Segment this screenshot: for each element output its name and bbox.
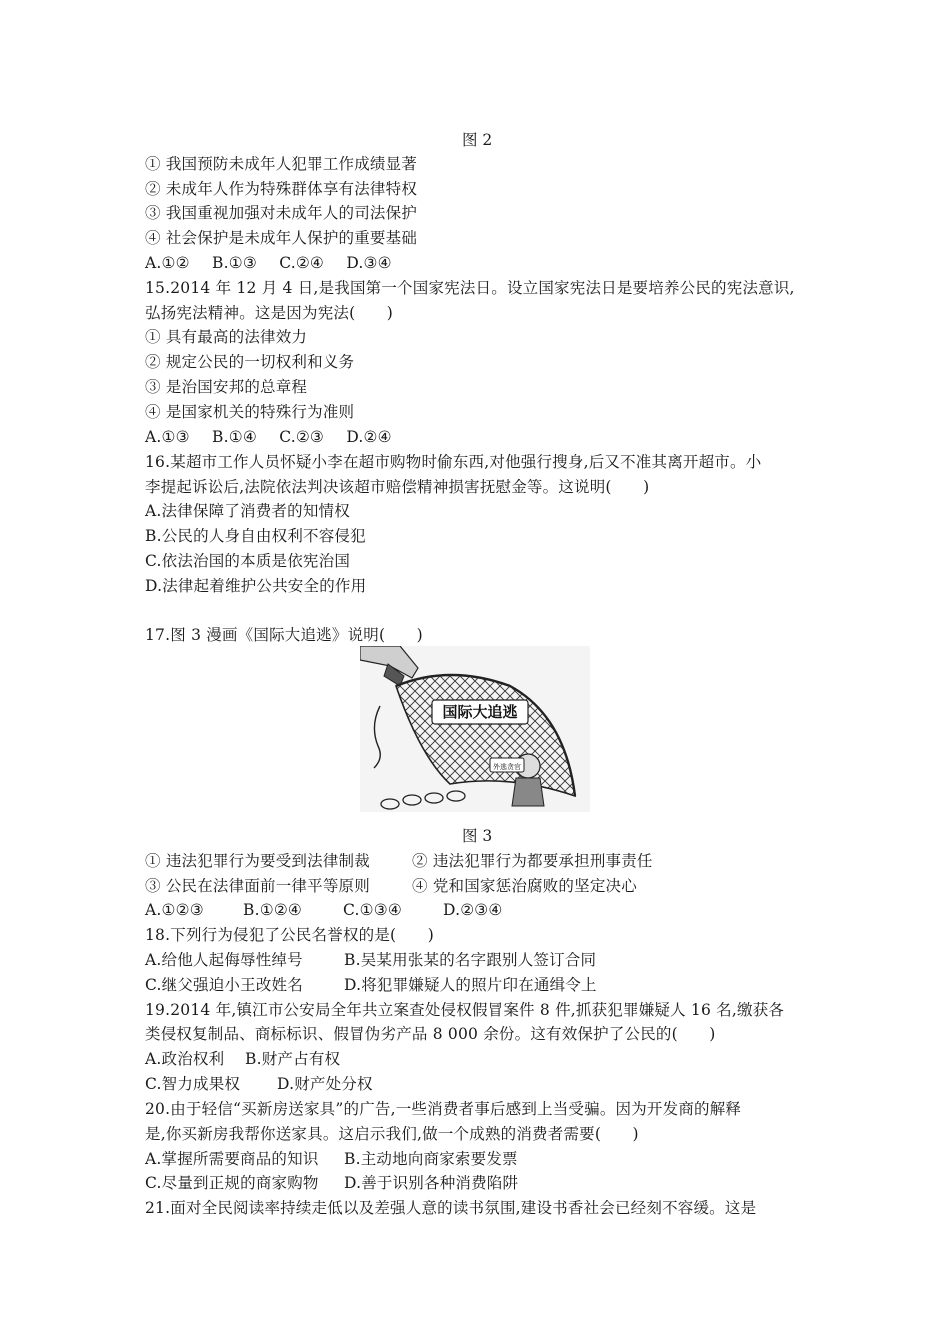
- q18-option-a: A.给他人起侮辱性绰号: [145, 951, 303, 969]
- q21-stem-line1: 21.面对全民阅读率持续走低以及差强人意的读书氛围,建设书香社会已经刻不容缓。这是: [145, 1199, 757, 1217]
- q17-choices: [145, 900, 503, 920]
- q15-option-3: ③ 是治国安邦的总章程: [145, 378, 308, 396]
- q16-option-d: D.法律起着维护公共安全的作用: [145, 577, 367, 595]
- q18-option-d: D.将犯罪嫌疑人的照片印在通缉令上: [344, 976, 597, 994]
- q14-option-4: ④ 社会保护是未成年人保护的重要基础: [145, 229, 418, 247]
- q19-options-row2: [145, 1074, 373, 1094]
- q14-choice-b: B.①③: [212, 254, 257, 272]
- q15-option-1: ① 具有最高的法律效力: [145, 328, 308, 346]
- q16-option-c: C.依法治国的本质是依宪治国: [145, 552, 351, 570]
- cartoon-title-text: 国际大追逃: [442, 703, 518, 721]
- q20-option-c: C.尽量到正规的商家购物: [145, 1174, 319, 1192]
- q17-option-3: ③ 公民在法律面前一律平等原则: [145, 877, 370, 895]
- q14-choices: [145, 253, 392, 273]
- q17-option-1: ① 违法犯罪行为要受到法律制裁: [145, 852, 370, 870]
- q17-stem: 17.图 3 漫画《国际大追逃》说明( ): [145, 626, 423, 644]
- q15-stem-line2: 弘扬宪法精神。这是因为宪法( ): [145, 304, 393, 322]
- q20-option-d: D.善于识别各种消费陷阱: [344, 1174, 519, 1192]
- q19-option-d: D.财产处分权: [277, 1075, 373, 1093]
- q19-option-b: B.财产占有权: [245, 1050, 341, 1068]
- q17-choice-d: D.②③④: [443, 901, 503, 919]
- q14-choice-c: C.②④: [279, 254, 325, 272]
- q15-choice-d: D.②④: [346, 428, 392, 446]
- q17-choice-a: A.①②③: [145, 901, 204, 919]
- q16-stem-line1: 16.某超市工作人员怀疑小李在超市购物时偷东西,对他强行搜身,后又不准其离开超市。小: [145, 453, 762, 471]
- cartoon-international-pursuit: [360, 646, 590, 812]
- q18-option-b: B.吴某用张某的名字跟别人签订合同: [344, 951, 597, 969]
- q18-options-row2: [145, 975, 597, 995]
- q17-option-4: ④ 党和国家惩治腐败的坚定决心: [412, 877, 637, 895]
- q17-options-row2: [145, 876, 637, 896]
- q15-choice-c: C.②③: [279, 428, 325, 446]
- q19-stem-line2: 类侵权复制品、商标标识、假冒伪劣产品 8 000 余份。这有效保护了公民的( ): [145, 1025, 716, 1043]
- q16-option-b: B.公民的人身自由权利不容侵犯: [145, 527, 366, 545]
- q14-choice-d: D.③④: [346, 254, 392, 272]
- q19-options-row1: [145, 1049, 340, 1069]
- q16-stem-line2: 李提起诉讼后,法院依法判决该超市赔偿精神损害抚慰金等。这说明( ): [145, 478, 650, 496]
- cartoon-badge-text: 外逃贪官: [493, 763, 521, 771]
- q16-option-a: A.法律保障了消费者的知情权: [145, 502, 350, 520]
- q18-options-row1: [145, 950, 596, 970]
- q14-choice-a: A.①②: [145, 254, 190, 272]
- q15-choice-b: B.①④: [212, 428, 257, 446]
- q19-stem-line1: 19.2014 年,镇江市公安局全年共立案查处侵权假冒案件 8 件,抓获犯罪嫌疑人 16 名,缴获各: [145, 1001, 785, 1019]
- q14-option-3: ③ 我国重视加强对未成年人的司法保护: [145, 204, 418, 222]
- q19-option-a: A.政治权利: [145, 1050, 225, 1068]
- q15-choices: [145, 427, 392, 447]
- q20-option-a: A.掌握所需要商品的知识: [145, 1150, 319, 1168]
- figure-2-caption: 图 2: [462, 131, 493, 149]
- q15-stem-line1: 15.2014 年 12 月 4 日,是我国第一个国家宪法日。设立国家宪法日是要培养公民的宪法意识,: [145, 279, 795, 297]
- q20-options-row2: [145, 1173, 518, 1193]
- q18-option-c: C.继父强迫小王改姓名: [145, 976, 303, 994]
- q15-option-4: ④ 是国家机关的特殊行为准则: [145, 403, 355, 421]
- q17-choice-c: C.①③④: [343, 901, 402, 919]
- q17-options-row1: [145, 851, 653, 871]
- q17-option-2: ② 违法犯罪行为都要承担刑事责任: [412, 852, 653, 870]
- figure-3-caption: 图 3: [462, 827, 493, 845]
- q18-stem: 18.下列行为侵犯了公民名誉权的是( ): [145, 926, 434, 944]
- q14-option-1: ① 我国预防未成年人犯罪工作成绩显著: [145, 155, 418, 173]
- q20-stem-line2: 是,你买新房我帮你送家具。这启示我们,做一个成熟的消费者需要( ): [145, 1125, 639, 1143]
- q17-choice-b: B.①②④: [243, 901, 303, 919]
- q20-options-row1: [145, 1149, 518, 1169]
- q15-choice-a: A.①③: [145, 428, 190, 446]
- q15-option-2: ② 规定公民的一切权利和义务: [145, 353, 355, 371]
- q14-option-2: ② 未成年人作为特殊群体享有法律特权: [145, 180, 418, 198]
- q19-option-c: C.智力成果权: [145, 1075, 241, 1093]
- q20-stem-line1: 20.由于轻信“买新房送家具”的广告,一些消费者事后感到上当受骗。因为开发商的解释: [145, 1100, 742, 1118]
- q20-option-b: B.主动地向商家索要发票: [344, 1150, 518, 1168]
